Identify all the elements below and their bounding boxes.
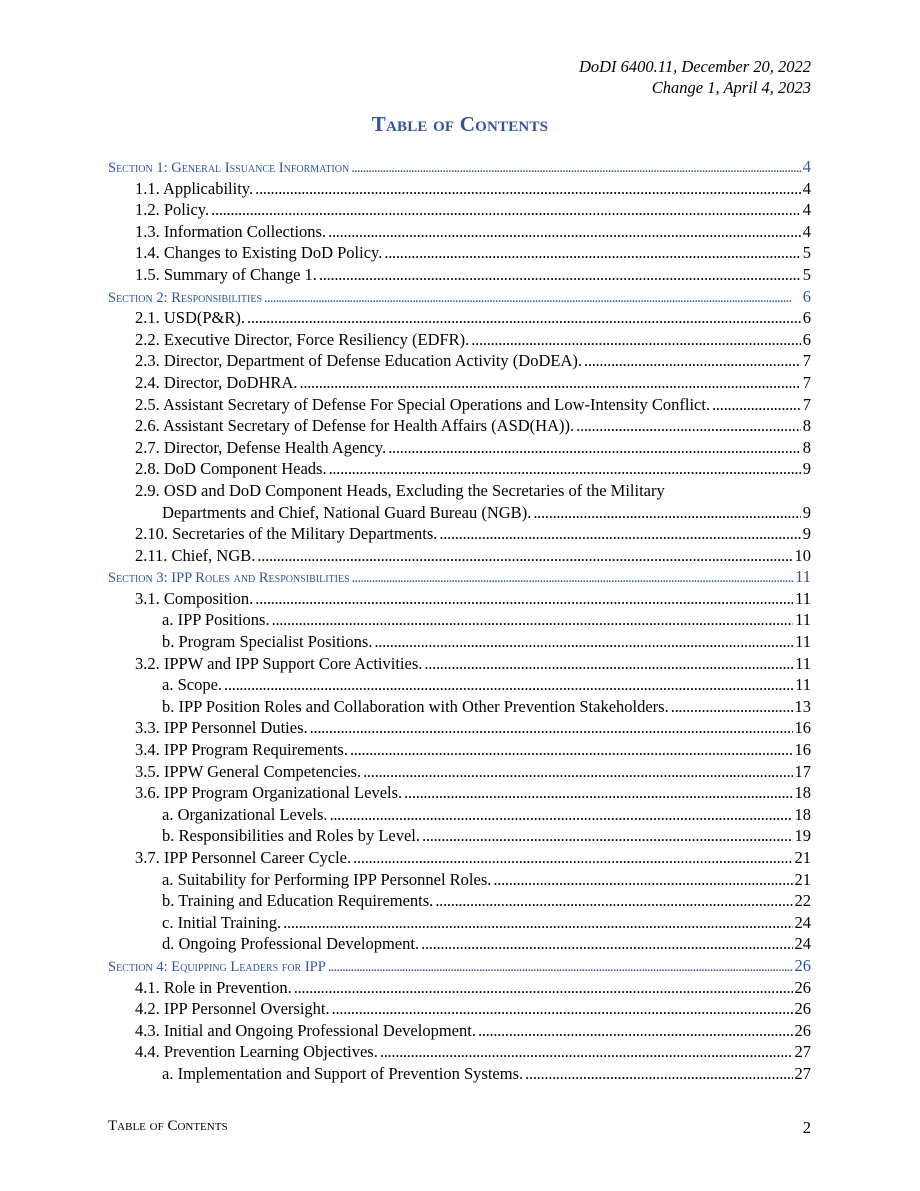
toc-entry-link[interactable] [108,933,811,955]
toc-entry-title: Section 2: Responsibilities [108,289,263,306]
toc-dot-leader [374,631,793,653]
toc-entry-link[interactable] [108,545,811,567]
toc-page-number: 7 [802,351,811,371]
toc-page-number: 6 [802,286,811,306]
toc-page-number: 26 [794,999,811,1019]
toc-entry-link[interactable] [108,869,811,891]
toc-page-number: 7 [802,372,811,392]
toc-page-number: 19 [794,826,811,846]
toc-entry-link[interactable] [108,372,811,394]
toc-entry-link[interactable] [108,977,811,999]
toc-entry-title: Section 4: Equipping Leaders for IPP [108,958,326,975]
toc-dot-leader [435,890,792,912]
toc-dot-leader [319,264,801,286]
toc-dot-leader [283,912,792,934]
toc-entry-link[interactable] [108,221,811,243]
toc-page-number: 18 [794,783,811,803]
toc-entry-title: Section 1: General Issuance Information [108,160,350,176]
toc-entry-title: 2.1. USD(P&R). [135,308,246,328]
toc-entry-title: 4.3. Initial and Ongoing Professional Development. [135,1020,476,1040]
toc-entry-link[interactable] [108,307,811,329]
toc-entry-link[interactable] [108,178,811,200]
toc-entry-link[interactable] [108,1020,811,1042]
toc-entry-title: a. Organizational Levels. [162,804,328,824]
toc-entry-title: 2.8. DoD Component Heads. [135,459,327,479]
toc-page-number: 11 [795,675,811,695]
toc-entry-title: d. Ongoing Professional Development. [162,934,420,954]
toc-entry-title: b. Responsibilities and Roles by Level. [162,826,421,846]
toc-dot-leader [525,1063,792,1085]
toc-entry-title: 3.3. IPP Personnel Duties. [135,718,308,738]
toc-entry-title: 2.6. Assistant Secretary of Defense for Health Affairs (ASD(HA)). [135,416,575,436]
toc-page-number: 5 [802,243,811,263]
toc-section-link[interactable] [108,566,811,588]
toc-entry-title: Section 3: IPP Roles and Responsibilities [108,570,350,587]
toc-entry-title: 1.2. Policy. [135,200,210,220]
toc-dot-leader [380,1041,793,1063]
toc-entry-link[interactable] [108,588,811,610]
toc-page-number: 6 [802,329,811,349]
toc-entry-link[interactable] [108,350,811,372]
toc-page-number: 11 [795,567,811,587]
toc-page-number: 9 [802,502,811,522]
toc-dot-leader [211,199,801,221]
toc-page-number: 27 [794,1042,811,1062]
toc-entry-link[interactable] [108,458,811,480]
toc-entry-title: 3.6. IPP Program Organizational Levels. [135,783,403,803]
toc-dot-leader [353,847,792,869]
toc-dot-leader [478,1020,793,1042]
toc-entry-link[interactable] [108,998,811,1020]
toc-dot-leader [424,653,793,675]
toc-page-number: 11 [795,653,811,673]
toc-dot-leader [576,415,801,437]
toc-entry-title: 2.7. Director, Defense Health Agency. [135,437,387,457]
toc-entry-title: c. Initial Training. [162,912,282,932]
toc-section-link[interactable] [108,286,811,308]
toc-entry-link[interactable] [108,415,811,437]
toc-page-number: 7 [802,394,811,414]
toc-page-number: 26 [794,955,811,975]
toc-entry-title: 3.7. IPP Personnel Career Cycle. [135,848,352,867]
toc-dot-leader [332,998,793,1020]
toc-dot-leader [471,329,800,351]
toc-entry-title: Departments and Chief, National Guard Bureau (NGB). [162,502,532,522]
toc-dot-leader [255,588,793,610]
toc-entry-title: b. Program Specialist Positions. [162,632,373,652]
toc-page-number: 26 [794,1020,811,1040]
toc-dot-leader [384,242,800,264]
toc-dot-leader [421,933,792,955]
toc-page-number: 4 [802,178,811,198]
toc-entry-link[interactable] [108,782,811,804]
toc-dot-leader [294,977,793,999]
header-change-date: Change 1, April 4, 2023 [651,78,811,97]
toc-page-number: 26 [794,977,811,997]
toc-section-link[interactable] [108,156,811,178]
toc-page-number: 22 [794,891,811,911]
toc-page-number: 24 [794,912,811,932]
toc-page-number: 24 [794,934,811,954]
toc-entry-title: 2.5. Assistant Secretary of Defense For Special Operations and Low-Intensity Conflict. [135,394,711,414]
toc-dot-leader [363,761,792,783]
toc-entry-link[interactable] [108,1041,811,1063]
toc-entry-link[interactable] [108,825,811,847]
toc-entry-title: a. Suitability for Performing IPP Personnel Roles. [162,869,492,889]
toc-dot-leader [439,523,800,545]
toc-page-number: 5 [802,264,811,284]
toc-page-number: 13 [794,696,811,716]
toc-dot-leader [350,739,793,761]
toc-entry-link[interactable] [108,674,811,696]
toc-page-number: 11 [795,610,811,630]
toc-page-number: 16 [794,718,811,738]
toc-page-number: 27 [794,1063,811,1083]
toc-dot-leader [272,609,794,631]
toc-dot-leader [388,437,801,459]
toc-entry-link[interactable] [108,717,811,739]
toc-section-link[interactable] [108,955,811,977]
toc-entry-link[interactable] [108,761,811,783]
toc-dot-leader [493,869,792,891]
toc-entry-title: 2.9. OSD and DoD Component Heads, Excluding the Secretaries of the Military [135,480,665,500]
toc-page-number: 4 [802,200,811,220]
toc-dot-leader [351,158,801,180]
toc-entry-title: 2.10. Secretaries of the Military Departments. [135,524,438,544]
page-footer [108,1118,811,1138]
toc-entry-title: 3.1. Composition. [135,588,254,608]
toc-entry-title: 2.11. Chief, NGB. [135,545,256,565]
toc-page-number: 8 [802,416,811,436]
toc-dot-leader [264,288,801,310]
toc-page-number: 17 [794,761,811,781]
toc-dot-leader [255,178,801,200]
toc-entry-title: 1.1. Applicability. [135,178,254,198]
page-title-text: Table of Contents [371,112,549,136]
toc-entry-link[interactable] [108,264,811,286]
toc-dot-leader [671,696,793,718]
toc-entry-link[interactable] [108,394,811,416]
toc-page-number: 11 [795,632,811,652]
toc-entry-link[interactable] [108,242,811,264]
toc-dot-leader [352,568,793,590]
toc-dot-leader [404,782,792,804]
toc-page-number: 21 [794,848,811,867]
toc-entry-link[interactable] [108,609,811,631]
toc-page-number: 4 [802,221,811,241]
toc-entry-link[interactable] [108,1063,811,1085]
toc-entry-title: a. IPP Positions. [162,610,270,630]
toc-entry-title: 3.4. IPP Program Requirements. [135,740,348,760]
toc-page-number: 4 [802,157,811,176]
toc-page-number: 9 [802,524,811,544]
toc-dot-leader [422,825,792,847]
toc-dot-leader [328,221,801,243]
toc-page-number: 18 [794,804,811,824]
footer-page-number: 2 [802,1118,811,1137]
toc-dot-leader [533,502,800,524]
toc-dot-leader [584,350,801,372]
toc-dot-leader [247,307,801,329]
toc-page-number: 11 [795,588,811,608]
toc-entry-link[interactable] [108,739,811,761]
toc-entry-link[interactable] [108,502,811,524]
toc-entry-link[interactable] [108,631,811,653]
toc-entry-title: 4.1. Role in Prevention. [135,977,292,997]
toc-dot-leader [257,545,792,567]
toc-page-number: 21 [794,869,811,889]
toc-entry-link[interactable] [108,847,811,869]
toc-entry-link[interactable] [108,804,811,826]
toc-page-number: 8 [802,437,811,457]
toc-entry-title: 1.3. Information Collections. [135,221,327,241]
toc-dot-leader [328,957,793,979]
toc-dot-leader [224,674,793,696]
toc-dot-leader [712,394,801,416]
toc-entry-link[interactable] [108,912,811,934]
table-of-contents [108,156,811,1085]
toc-entry-title: 4.4. Prevention Learning Objectives. [135,1042,378,1062]
toc-entry-title: b. IPP Position Roles and Collaboration with Other Prevention Stakeholders. [162,696,669,716]
toc-entry-link[interactable] [108,329,811,351]
toc-entry-link[interactable] [108,199,811,221]
toc-entry-link[interactable] [108,890,811,912]
toc-entry-title: 2.4. Director, DoDHRA. [135,372,298,392]
toc-page-number: 9 [802,459,811,479]
toc-entry-title: a. Implementation and Support of Prevention Systems. [162,1063,524,1083]
toc-entry-title: b. Training and Education Requirements. [162,891,434,911]
toc-dot-leader [299,372,800,394]
toc-dot-leader [310,717,793,739]
document-header [579,56,811,98]
toc-entry-title: a. Scope. [162,675,223,695]
footer-section-label: Table of Contents [108,1118,228,1134]
toc-entry-title: 2.2. Executive Director, Force Resiliency (EDFR). [135,329,470,349]
toc-entry-link[interactable] [108,437,811,459]
toc-entry-title: 3.5. IPPW General Competencies. [135,761,362,781]
toc-page-number: 16 [794,740,811,760]
toc-entry-title: 4.2. IPP Personnel Oversight. [135,999,330,1019]
toc-entry-title: 1.4. Changes to Existing DoD Policy. [135,243,383,263]
toc-entry-title: 1.5. Summary of Change 1. [135,264,317,284]
page-title [0,112,920,137]
toc-entry-link[interactable] [108,480,811,502]
toc-entry-link[interactable] [108,523,811,545]
toc-page-number: 6 [802,308,811,328]
toc-entry-link[interactable] [108,696,811,718]
toc-entry-link[interactable] [108,653,811,675]
toc-page-number: 10 [794,545,811,565]
toc-dot-leader [330,804,793,826]
toc-dot-leader [329,458,801,480]
toc-entry-title: 3.2. IPPW and IPP Support Core Activities. [135,653,423,673]
toc-entry-title: 2.3. Director, Department of Defense Education Activity (DoDEA). [135,351,582,371]
header-doc-id: DoDI 6400.11, December 20, 2022 [578,57,811,76]
